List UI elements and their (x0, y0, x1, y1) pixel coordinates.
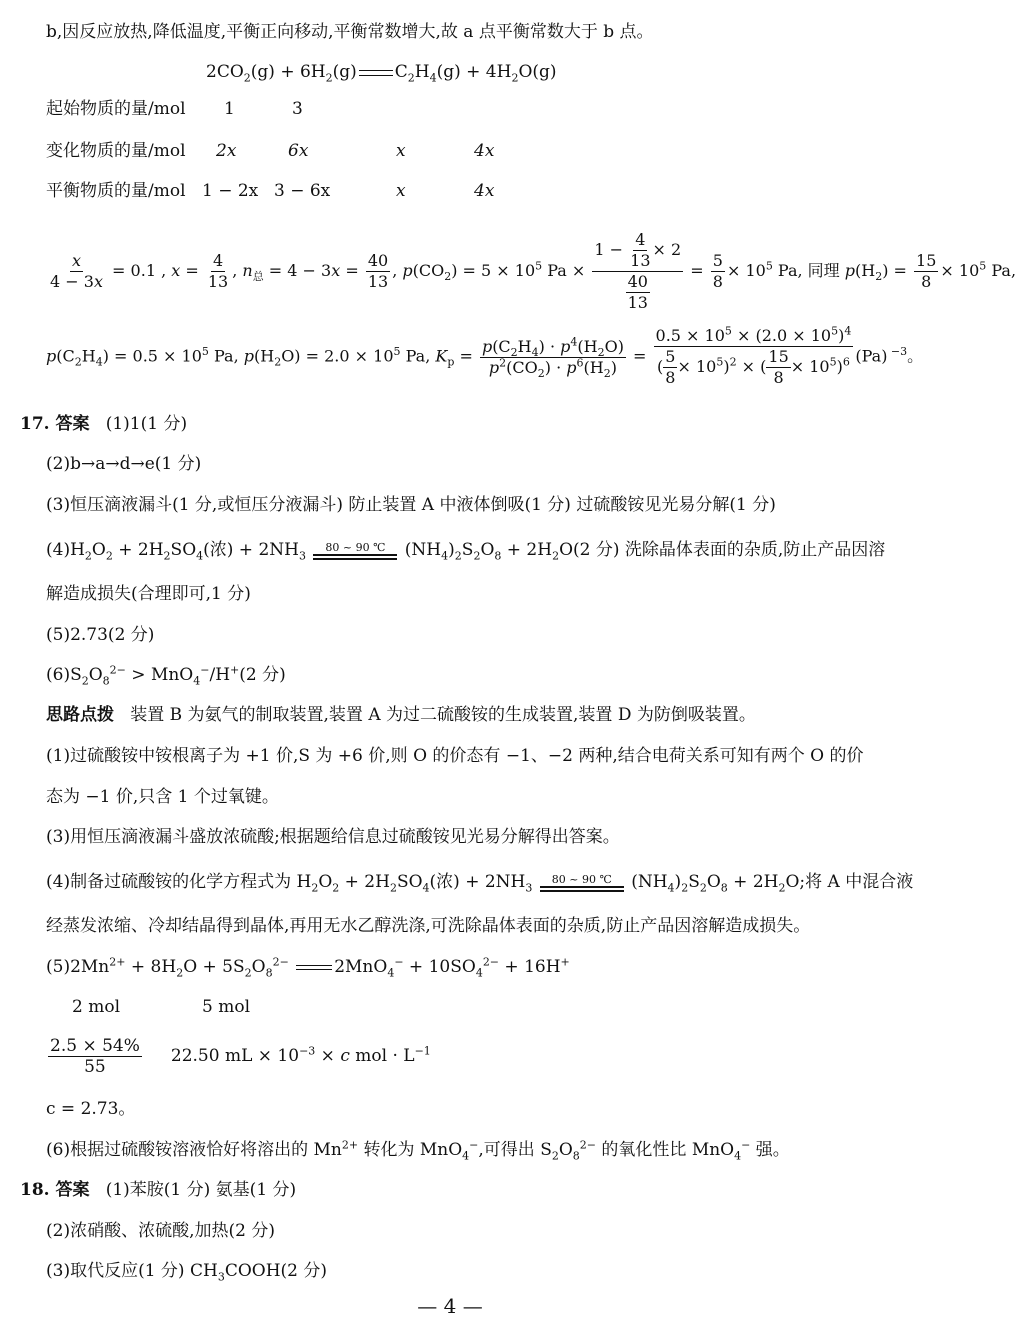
q17-answer: (2)b→a→d→e(1 分) (46, 454, 202, 474)
row-change-value: 4x (474, 141, 495, 161)
q18-answer-3: (3)取代反应(1 分) $CH_3COOH(2$ 分) (46, 1261, 328, 1284)
q17-answer: (5)2.73(2 分) (46, 625, 155, 645)
text-line: b,因反应放热,降低温度,平衡正向移动,平衡常数增大,故 a 点平衡常数大于 b 点。 (46, 22, 654, 42)
hint-text: 态为 −1 价,只含 1 个过氧键。 (46, 787, 279, 807)
q18-title: 18. 答案 (20, 1180, 90, 1200)
hint-title: 思路点拨 (46, 705, 114, 725)
row-start-value: 3 (292, 99, 303, 119)
row-start-label: 起始物质的量/mol (46, 99, 186, 119)
hint-equation-5: $(5)2Mn^{2+} + 8H_2O + 5S_2O_8^{2-}$ $2MnO_4^- + 10SO_4^{2-} + 16H^+$ (46, 955, 570, 980)
q17-title: 17. 答案 (20, 414, 90, 434)
row-eq-value: x (396, 181, 406, 201)
row-start-value: 1 (224, 99, 235, 119)
row-eq-value: 1 − 2x (202, 181, 259, 201)
q17-answer-4: $(4)H_2O_2 + 2H_2SO_4$(浓) + $2NH_3$ 80 ~ 90 ℃ $(NH_4)_2S_2O_8 + 2H_2O(2$ 分) 洗除晶体表面的杂质,防止产品因溶 (46, 540, 886, 563)
q17-answer-line: 17. 答案 (1)1(1 分) (20, 414, 188, 434)
row-eq-value: 3 − 6x (274, 181, 331, 201)
formula-line: $p(C_2H_4) = 0.5 \times 10^5$ Pa, $p(H_2O) = 2.0 \times 10^5$ Pa, $K_p$ = $\frac{p(C_2H_4) \cdot p^4(H_2O)}{p^2(CO_2) \cdot p^6(H_2)}$ = $0.5 \times 10^5 \times (2.0 \times 10^5)^4$ ( $\frac{5}{8}$ × $10^5)^2$ × ( $\frac{15}{8}$ × $10^5)^6$ (Pa) $^{-3}$。 (46, 324, 924, 387)
row-change-label: 变化物质的量/mol (46, 141, 186, 161)
hint-text: (3)用恒压滴液漏斗盛放浓硫酸;根据题给信息过硫酸铵见光易分解得出答案。 (46, 827, 620, 847)
q17-answer: (3)恒压滴液漏斗(1 分,或恒压分液漏斗) 防止装置 A 中液体倒吸(1 分) 过硫酸铵见光易分解(1 分) (46, 495, 776, 515)
row-change-value: 2x (216, 141, 237, 161)
hint-fraction-line: $\frac{2.5 \times 54\%}{55}$ 22.50 mL × $10^{-3} \times c$ mol · $L^{-1}$ (50, 1036, 431, 1077)
reaction-equation: $2CO_2(g) + 6H_2(g) C_2H_4(g) + 4H_2O(g)$ (206, 62, 557, 85)
row-change-value: 6x (288, 141, 309, 161)
page-number: — 4 — (417, 1294, 483, 1318)
hint-line: 思路点拨 装置 B 为氨气的制取装置,装置 A 为过二硫酸铵的生成装置,装置 D 为防倒吸装置。 (46, 705, 756, 725)
hint-mol: 2 mol (72, 997, 121, 1017)
q17-answer: 解造成损失(合理即可,1 分) (46, 584, 251, 604)
equilibrium-arrow (359, 69, 393, 77)
q17-answer-6: $(6)S_2O_8^{2-} > MnO_4^-/H^+(2$ 分) (46, 663, 286, 688)
hint-text: 经蒸发浓缩、冷却结晶得到晶体,再用无水乙醇洗涤,可洗除晶体表面的杂质,防止产品因溶解造成损失。 (46, 916, 811, 936)
q18-answer: (2)浓硝酸、浓硫酸,加热(2 分) (46, 1221, 275, 1241)
hint-text: (1)过硫酸铵中铵根离子为 +1 价,S 为 +6 价,则 O 的价态有 −1、−2 两种,结合电荷关系可知有两个 O 的价 (46, 746, 864, 766)
hint-text-6: (6)根据过硫酸铵溶液恰好将溶出的 $Mn^{2+}$ 转化为 MnO$_4$−,可得出 $S_2O_8^{2-}$ 的氧化性比 MnO$_4$− 强。 (46, 1138, 790, 1163)
q18-answer-line: 18. 答案 (1)苯胺(1 分) 氨基(1 分) (20, 1180, 297, 1200)
row-eq-value: 4x (474, 181, 495, 201)
row-change-value: x (396, 141, 406, 161)
formula-line: $\frac{x}{4 - 3x}$ = 0.1 , x = $\frac{4}{13}$ , $n_总 = 4 - 3x$ = $\frac{40}{13}$ , $p(CO_2) = 5 \times 10^5$ Pa × 1 − $\frac{4}{13}$ × 2 $\frac{40}{13}$ = $\frac{5}{8}$ × $10^5$ Pa, 同理 $p(H_2)$ = $\frac{15}{8}$ × $10^5$ Pa, (50, 230, 1016, 312)
hint-text-4: (4)制备过硫酸铵的化学方程式为 $H_2O_2 + 2H_2SO_4$(浓) + $2NH_3$ 80 ~ 90 ℃ $(NH_4)_2S_2O_8 + 2H_2O$;将 A 中混合液 (46, 872, 914, 895)
hint-result: c = 2.73。 (46, 1099, 136, 1119)
row-eq-label: 平衡物质的量/mol (46, 181, 186, 201)
hint-mol: 5 mol (202, 997, 251, 1017)
